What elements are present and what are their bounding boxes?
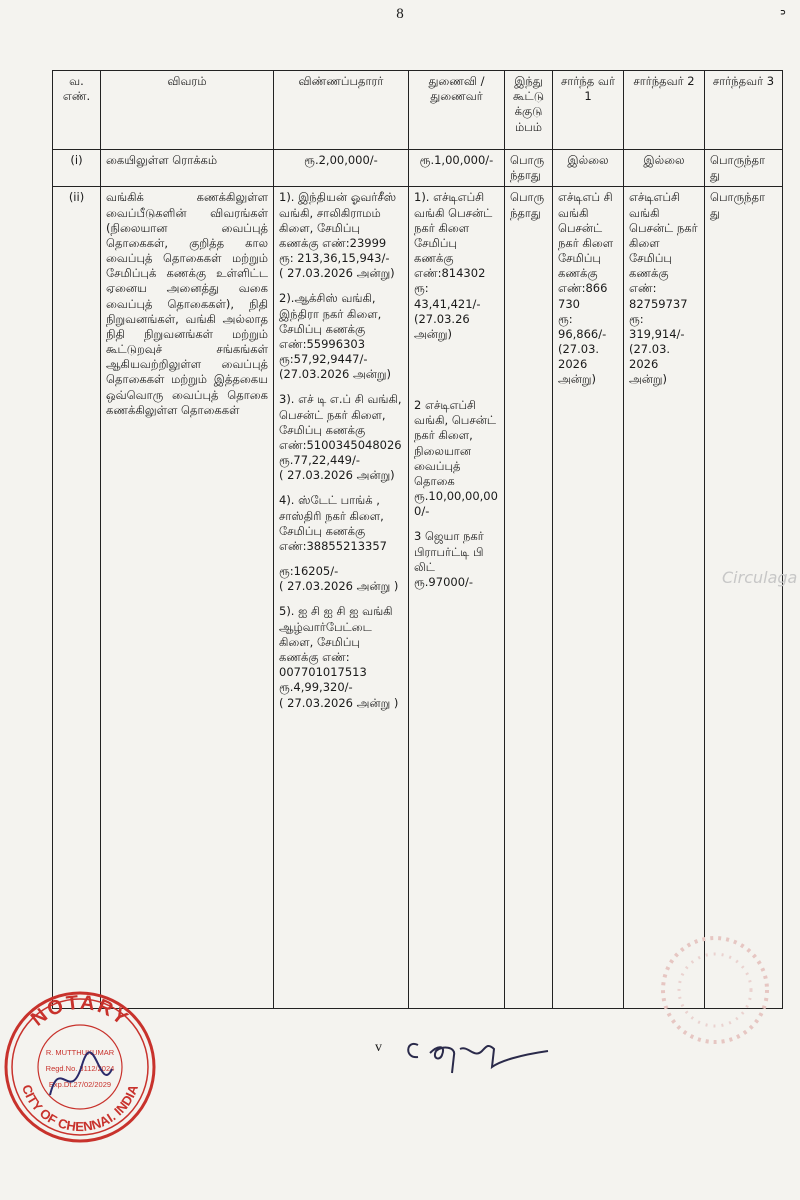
cell-applicant: ரூ.2,00,000/- <box>274 150 409 187</box>
table-row-bank-deposits <box>53 187 783 1009</box>
cell-sno: (ii) <box>53 187 101 1009</box>
cell-huf: பொரு ந்தாது <box>505 150 553 187</box>
header-details: விவரம் <box>101 71 274 150</box>
watermark: Circulaga <box>722 568 798 587</box>
header-applicant: விண்ணப்பதாரர் <box>274 71 409 150</box>
applicant-deposit-1: 1). இந்தியன் ஓவர்சீஸ் வங்கி, சாலிகிராமம் கிளை, சேமிப்பு கணக்கு எண்:23999 ரூ: 213,36,15,943/- ( 27.03.2026 அன்று) <box>279 190 397 281</box>
spouse-deposit-3: 3 ஜெயா நகர் பிராபர்ட்டி பி லிட் ரூ.97000/- <box>414 529 484 589</box>
notary-seal-image <box>0 985 160 1145</box>
seal-line-1: R. MUTTHUKUMAR <box>45 1048 115 1057</box>
corner-mark: ᐣ <box>779 6 786 25</box>
cell-dependent-1: இல்லை <box>553 150 624 187</box>
cell-huf: பொரு ந்தாது <box>505 187 553 1009</box>
header-huf: இந்து கூட்டு க்குடு ம்பம் <box>505 71 553 150</box>
signature-image <box>370 1015 570 1085</box>
cell-sno: (i) <box>53 150 101 187</box>
seal-line-2: Regd.No. 3112/2024 <box>45 1064 115 1073</box>
faint-stamp-image <box>640 930 780 1050</box>
page-number: 8 <box>396 6 404 22</box>
table-header-row <box>53 71 783 150</box>
seal-line-3: Exp.Dt.27/02/2029 <box>48 1080 112 1089</box>
dependent-1-deposit: எச்டிஎப் சி வங்கி பெசன்ட் நகர் கிளை சேமிப்பு கணக்கு எண்:866 730 ரூ: 96,866/- (27.03. 2026 அன்று) <box>558 190 614 387</box>
applicant-deposit-4-amount: ரூ:16205/- ( 27.03.2026 அன்று ) <box>279 564 399 594</box>
seal-top-text: NOTARY <box>26 991 134 1031</box>
cell-applicant-deposits <box>274 187 409 1009</box>
header-sno: வ. எண். <box>53 71 101 150</box>
spouse-deposit-2: 2 எச்டிஎப்சி வங்கி, பெசன்ட் நகர் கிளை, நிலையான வைப்புத் தொகை ரூ.10,00,00,00 0/- <box>414 398 498 519</box>
cell-dependent-3: பொருந்தா து <box>705 150 783 187</box>
applicant-deposit-5: 5). ஐ சி ஐ சி ஐ வங்கி ஆழ்வார்பேட்டை கிளை, சேமிப்பு கணக்கு எண்: 007701017513 ரூ.4,99,320/- ( 27.03.2026 அன்று ) <box>279 604 399 710</box>
applicant-deposit-3: 3). எச் டி எ.ப் சி வங்கி, பெசன்ட் நகர் கிளை, சேமிப்பு கணக்கு எண்:5100345048026 ரூ.77,22,449/- ( 27.03.2026 அன்று) <box>279 392 402 483</box>
header-dependent-3: சார்ந்தவர் 3 <box>705 71 783 150</box>
header-dependent-2: சார்ந்தவர் 2 <box>624 71 705 150</box>
applicant-deposit-4: 4). ஸ்டேட் பாங்க் , சாஸ்திரி நகர் கிளை, சேமிப்பு கணக்கு எண்:38855213357 <box>279 493 387 553</box>
table-row-cash <box>53 150 783 187</box>
header-dependent-1: சார்ந்த வர் 1 <box>553 71 624 150</box>
cell-dependent-2: இல்லை <box>624 150 705 187</box>
applicant-deposit-2: 2).ஆக்சிஸ் வங்கி, இந்திரா நகர் கிளை, சேமிப்பு கணக்கு எண்:55996303 ரூ:57,92,9447/- (27.03.2026 அன்று) <box>279 291 392 382</box>
header-spouse: துணைவி / துணைவர் <box>409 71 505 150</box>
cell-details: வங்கிக் கணக்கிலுள்ள வைப்பீடுகளின் விவரங்கள் (நிலையான வைப்புத் தொகைகள், குறித்த கால வைப்புத் தொகைகள் மற்றும் சேமிப்புக் கணக்கு உள்ளிட்ட ஏனைய அனைத்து வகை வைப்புத் தொகைகள்), நிதி நிறுவனங்கள், வங்கி அல்லாத நிதி நிறுவனங்கள் மற்றும் கூட்டுறவுச் சங்கங்கள் ஆகியவற்றிலுள்ள வைப்புத் தொகைகள் மற்றும் இத்தகைய ஒவ்வொரு வைப்புத் தொகை கணக்கிலுள்ள தொகைகள் <box>101 187 274 1009</box>
dependent-2-deposit: எச்டிஎப்சி வங்கி பெசன்ட் நகர் கிளை சேமிப்பு கணக்கு எண்: 82759737 ரூ: 319,914/- (27.03. 2026 அன்று) <box>629 190 698 387</box>
cell-spouse-deposits <box>409 187 505 1009</box>
cell-dependent-3: பொருந்தா து <box>705 187 783 1009</box>
cell-details: கையிலுள்ள ரொக்கம் <box>101 150 274 187</box>
cell-spouse: ரூ.1,00,000/- <box>409 150 505 187</box>
cell-dependent-2 <box>624 187 705 1009</box>
signature-initial: v <box>375 1040 382 1055</box>
seal-bottom-text: CITY OF CHENNAI. INDIA <box>19 1082 141 1135</box>
spouse-deposit-1: 1). எச்டிஎப்சி வங்கி பெசன்ட் நகர் கிளை சேமிப்பு கணக்கு எண்:814302 ரூ: 43,41,421/- (27.03.26 அன்று) <box>414 190 493 341</box>
assets-table <box>52 70 783 1009</box>
cell-dependent-1 <box>553 187 624 1009</box>
